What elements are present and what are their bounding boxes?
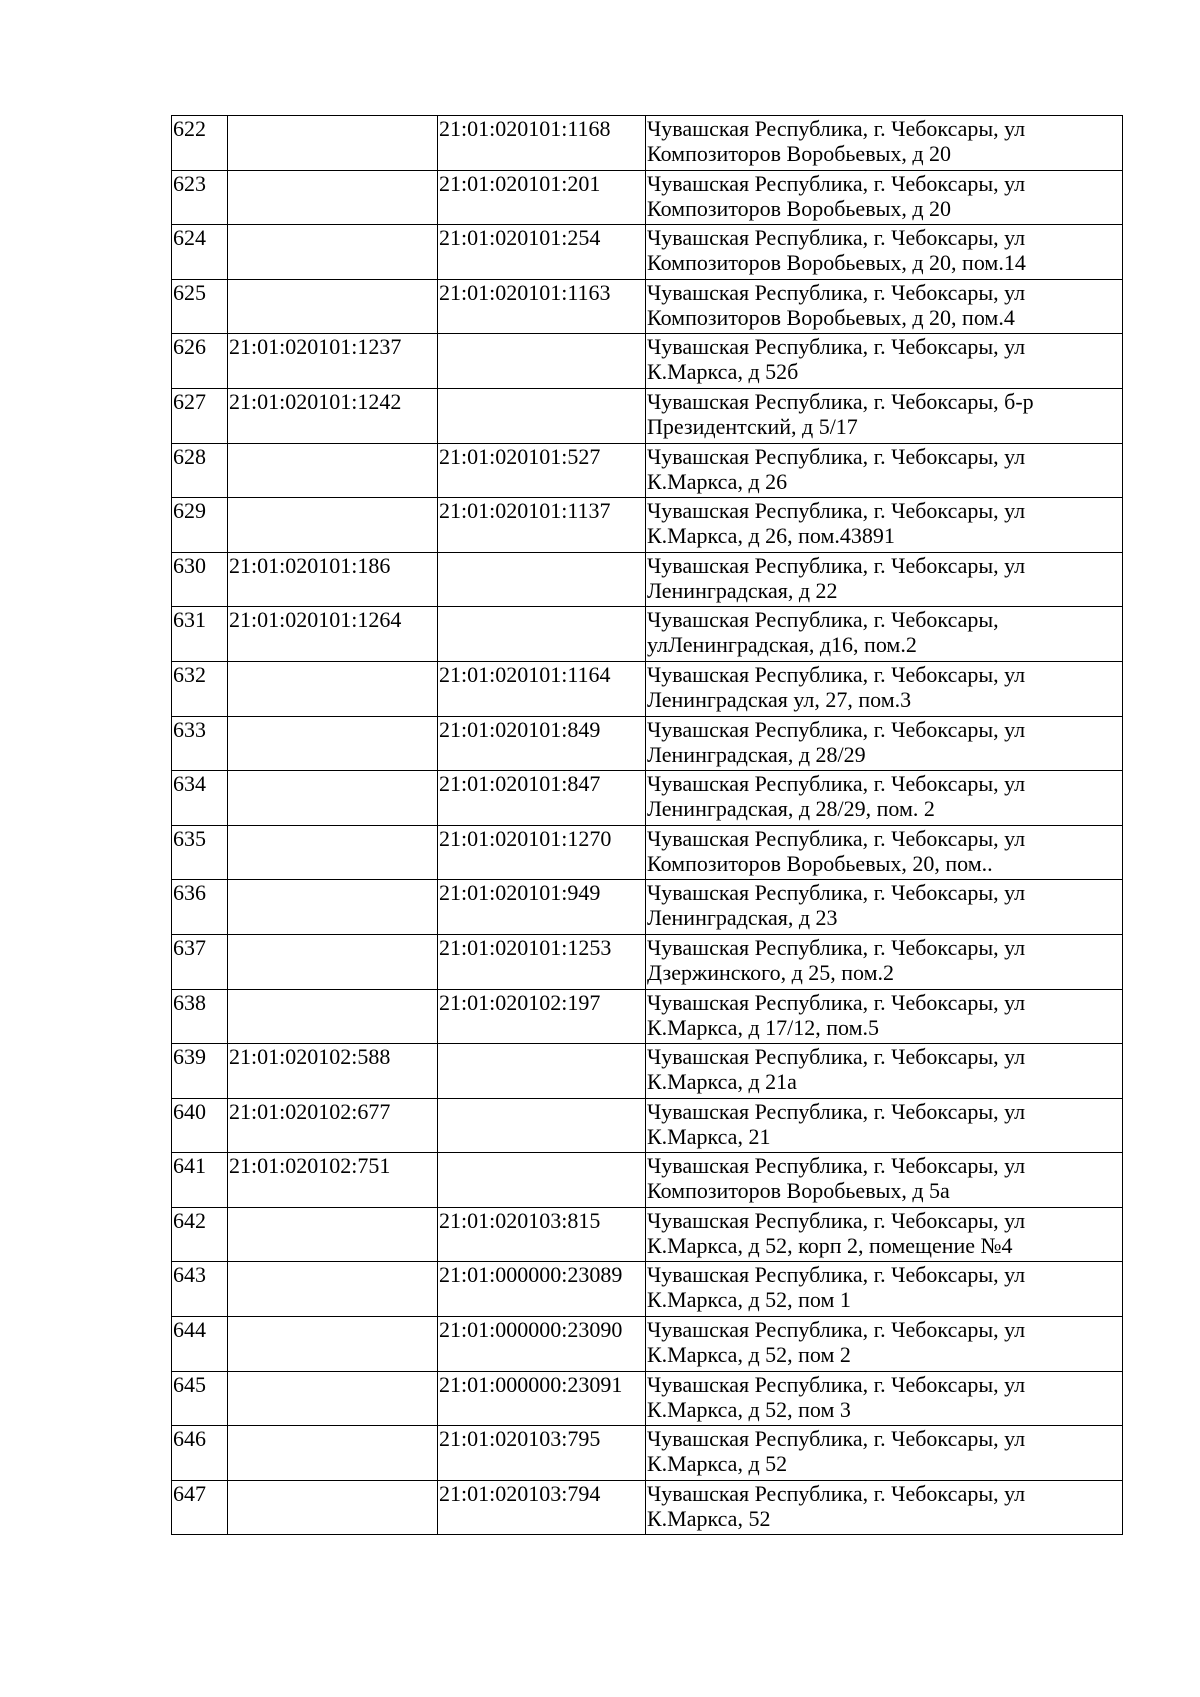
object-cadastral-number-cell — [438, 334, 646, 389]
table-row — [172, 1426, 1123, 1481]
row-number-cell: 642 — [172, 1207, 228, 1262]
land-cadastral-number-cell: 21:01:020101:1242 — [228, 388, 438, 443]
object-cadastral-number-cell: 21:01:020101:254 — [438, 225, 646, 280]
land-cadastral-number-cell — [228, 1207, 438, 1262]
land-cadastral-number-cell: 21:01:020101:1237 — [228, 334, 438, 389]
row-number-cell: 645 — [172, 1371, 228, 1426]
land-cadastral-number-cell — [228, 1317, 438, 1372]
address-cell: Чувашская Республика, г. Чебоксары, ул К.Маркса, 21 — [646, 1098, 1123, 1153]
land-cadastral-number-cell — [228, 1371, 438, 1426]
row-number-cell: 647 — [172, 1480, 228, 1535]
row-number-cell: 631 — [172, 607, 228, 662]
land-cadastral-number-cell: 21:01:020102:677 — [228, 1098, 438, 1153]
table-row — [172, 825, 1123, 880]
land-cadastral-number-cell — [228, 170, 438, 225]
object-cadastral-number-cell: 21:01:000000:23089 — [438, 1262, 646, 1317]
object-cadastral-number-cell: 21:01:020103:795 — [438, 1426, 646, 1481]
row-number-cell: 626 — [172, 334, 228, 389]
object-cadastral-number-cell: 21:01:020101:1253 — [438, 934, 646, 989]
row-number-cell: 643 — [172, 1262, 228, 1317]
land-cadastral-number-cell — [228, 771, 438, 826]
address-cell: Чувашская Республика, г. Чебоксары, ул К.Маркса, д 26, пом.43891 — [646, 498, 1123, 553]
registry-table-body — [172, 116, 1123, 1535]
table-row — [172, 116, 1123, 171]
land-cadastral-number-cell — [228, 989, 438, 1044]
table-row — [172, 716, 1123, 771]
row-number-cell: 637 — [172, 934, 228, 989]
object-cadastral-number-cell — [438, 388, 646, 443]
land-cadastral-number-cell: 21:01:020101:1264 — [228, 607, 438, 662]
row-number-cell: 636 — [172, 880, 228, 935]
object-cadastral-number-cell: 21:01:020103:794 — [438, 1480, 646, 1535]
registry-table — [171, 115, 1123, 1535]
land-cadastral-number-cell — [228, 716, 438, 771]
row-number-cell: 640 — [172, 1098, 228, 1153]
object-cadastral-number-cell — [438, 1098, 646, 1153]
table-row — [172, 1044, 1123, 1099]
row-number-cell: 634 — [172, 771, 228, 826]
table-row — [172, 607, 1123, 662]
row-number-cell: 646 — [172, 1426, 228, 1481]
land-cadastral-number-cell: 21:01:020102:751 — [228, 1153, 438, 1208]
table-row — [172, 170, 1123, 225]
address-cell: Чувашская Республика, г. Чебоксары, ул Ленинградская, д 23 — [646, 880, 1123, 935]
object-cadastral-number-cell: 21:01:020102:197 — [438, 989, 646, 1044]
row-number-cell: 632 — [172, 661, 228, 716]
land-cadastral-number-cell — [228, 279, 438, 334]
address-cell: Чувашская Республика, г. Чебоксары, ул К.Маркса, 52 — [646, 1480, 1123, 1535]
table-row — [172, 334, 1123, 389]
object-cadastral-number-cell: 21:01:020101:1168 — [438, 116, 646, 171]
table-row — [172, 1098, 1123, 1153]
row-number-cell: 639 — [172, 1044, 228, 1099]
address-cell: Чувашская Республика, г. Чебоксары, ул К.Маркса, д 21а — [646, 1044, 1123, 1099]
object-cadastral-number-cell: 21:01:020101:201 — [438, 170, 646, 225]
object-cadastral-number-cell: 21:01:020101:1137 — [438, 498, 646, 553]
table-row — [172, 443, 1123, 498]
address-cell: Чувашская Республика, г. Чебоксары, ул К.Маркса, д 52, пом 3 — [646, 1371, 1123, 1426]
address-cell: Чувашская Республика, г. Чебоксары, ул Композиторов Воробьевых, д 20, пом.4 — [646, 279, 1123, 334]
table-row — [172, 1480, 1123, 1535]
table-row — [172, 989, 1123, 1044]
table-row — [172, 1207, 1123, 1262]
row-number-cell: 625 — [172, 279, 228, 334]
address-cell: Чувашская Республика, г. Чебоксары, ул Композиторов Воробьевых, д 20 — [646, 170, 1123, 225]
object-cadastral-number-cell: 21:01:020101:847 — [438, 771, 646, 826]
object-cadastral-number-cell: 21:01:020101:527 — [438, 443, 646, 498]
land-cadastral-number-cell: 21:01:020101:186 — [228, 552, 438, 607]
address-cell: Чувашская Республика, г. Чебоксары, ул Композиторов Воробьевых, д 20 — [646, 116, 1123, 171]
object-cadastral-number-cell — [438, 1153, 646, 1208]
address-cell: Чувашская Республика, г. Чебоксары, ул К.Маркса, д 26 — [646, 443, 1123, 498]
table-row — [172, 498, 1123, 553]
table-row — [172, 279, 1123, 334]
land-cadastral-number-cell — [228, 825, 438, 880]
table-row — [172, 934, 1123, 989]
address-cell: Чувашская Республика, г. Чебоксары, ул К.Маркса, д 52б — [646, 334, 1123, 389]
object-cadastral-number-cell: 21:01:020101:1164 — [438, 661, 646, 716]
address-cell: Чувашская Республика, г. Чебоксары, ул Ленинградская ул, 27, пом.3 — [646, 661, 1123, 716]
row-number-cell: 624 — [172, 225, 228, 280]
land-cadastral-number-cell — [228, 661, 438, 716]
table-row — [172, 225, 1123, 280]
table-row — [172, 661, 1123, 716]
row-number-cell: 630 — [172, 552, 228, 607]
object-cadastral-number-cell: 21:01:020101:849 — [438, 716, 646, 771]
table-row — [172, 552, 1123, 607]
row-number-cell: 635 — [172, 825, 228, 880]
land-cadastral-number-cell — [228, 1480, 438, 1535]
object-cadastral-number-cell: 21:01:020101:1163 — [438, 279, 646, 334]
object-cadastral-number-cell: 21:01:020103:815 — [438, 1207, 646, 1262]
table-row — [172, 388, 1123, 443]
land-cadastral-number-cell — [228, 1426, 438, 1481]
object-cadastral-number-cell: 21:01:000000:23090 — [438, 1317, 646, 1372]
table-row — [172, 1371, 1123, 1426]
land-cadastral-number-cell — [228, 116, 438, 171]
row-number-cell: 622 — [172, 116, 228, 171]
address-cell: Чувашская Республика, г. Чебоксары, ул Ленинградская, д 28/29 — [646, 716, 1123, 771]
address-cell: Чувашская Республика, г. Чебоксары, ул К.Маркса, д 52 — [646, 1426, 1123, 1481]
address-cell: Чувашская Республика, г. Чебоксары, ул Дзержинского, д 25, пом.2 — [646, 934, 1123, 989]
object-cadastral-number-cell: 21:01:000000:23091 — [438, 1371, 646, 1426]
table-row — [172, 771, 1123, 826]
object-cadastral-number-cell — [438, 607, 646, 662]
address-cell: Чувашская Республика, г. Чебоксары, ул К.Маркса, д 52, пом 1 — [646, 1262, 1123, 1317]
table-row — [172, 1262, 1123, 1317]
object-cadastral-number-cell: 21:01:020101:1270 — [438, 825, 646, 880]
land-cadastral-number-cell — [228, 498, 438, 553]
object-cadastral-number-cell: 21:01:020101:949 — [438, 880, 646, 935]
table-row — [172, 880, 1123, 935]
land-cadastral-number-cell — [228, 880, 438, 935]
object-cadastral-number-cell — [438, 552, 646, 607]
address-cell: Чувашская Республика, г. Чебоксары, ул Ленинградская, д 28/29, пом. 2 — [646, 771, 1123, 826]
land-cadastral-number-cell — [228, 1262, 438, 1317]
address-cell: Чувашская Республика, г. Чебоксары, б-р Президентский, д 5/17 — [646, 388, 1123, 443]
row-number-cell: 638 — [172, 989, 228, 1044]
address-cell: Чувашская Республика, г. Чебоксары, ул Композиторов Воробьевых, д 20, пом.14 — [646, 225, 1123, 280]
land-cadastral-number-cell — [228, 443, 438, 498]
row-number-cell: 633 — [172, 716, 228, 771]
land-cadastral-number-cell — [228, 934, 438, 989]
address-cell: Чувашская Республика, г. Чебоксары, ул Композиторов Воробьевых, д 5а — [646, 1153, 1123, 1208]
object-cadastral-number-cell — [438, 1044, 646, 1099]
row-number-cell: 623 — [172, 170, 228, 225]
address-cell: Чувашская Республика, г. Чебоксары, ул К.Маркса, д 52, корп 2, помещение №4 — [646, 1207, 1123, 1262]
address-cell: Чувашская Республика, г. Чебоксары, улЛенинградская, д16, пом.2 — [646, 607, 1123, 662]
row-number-cell: 644 — [172, 1317, 228, 1372]
row-number-cell: 627 — [172, 388, 228, 443]
row-number-cell: 629 — [172, 498, 228, 553]
address-cell: Чувашская Республика, г. Чебоксары, ул Композиторов Воробьевых, 20, пом.. — [646, 825, 1123, 880]
address-cell: Чувашская Республика, г. Чебоксары, ул К.Маркса, д 52, пом 2 — [646, 1317, 1123, 1372]
address-cell: Чувашская Республика, г. Чебоксары, ул К.Маркса, д 17/12, пом.5 — [646, 989, 1123, 1044]
land-cadastral-number-cell — [228, 225, 438, 280]
land-cadastral-number-cell: 21:01:020102:588 — [228, 1044, 438, 1099]
row-number-cell: 641 — [172, 1153, 228, 1208]
table-row — [172, 1153, 1123, 1208]
table-row — [172, 1317, 1123, 1372]
row-number-cell: 628 — [172, 443, 228, 498]
address-cell: Чувашская Республика, г. Чебоксары, ул Ленинградская, д 22 — [646, 552, 1123, 607]
